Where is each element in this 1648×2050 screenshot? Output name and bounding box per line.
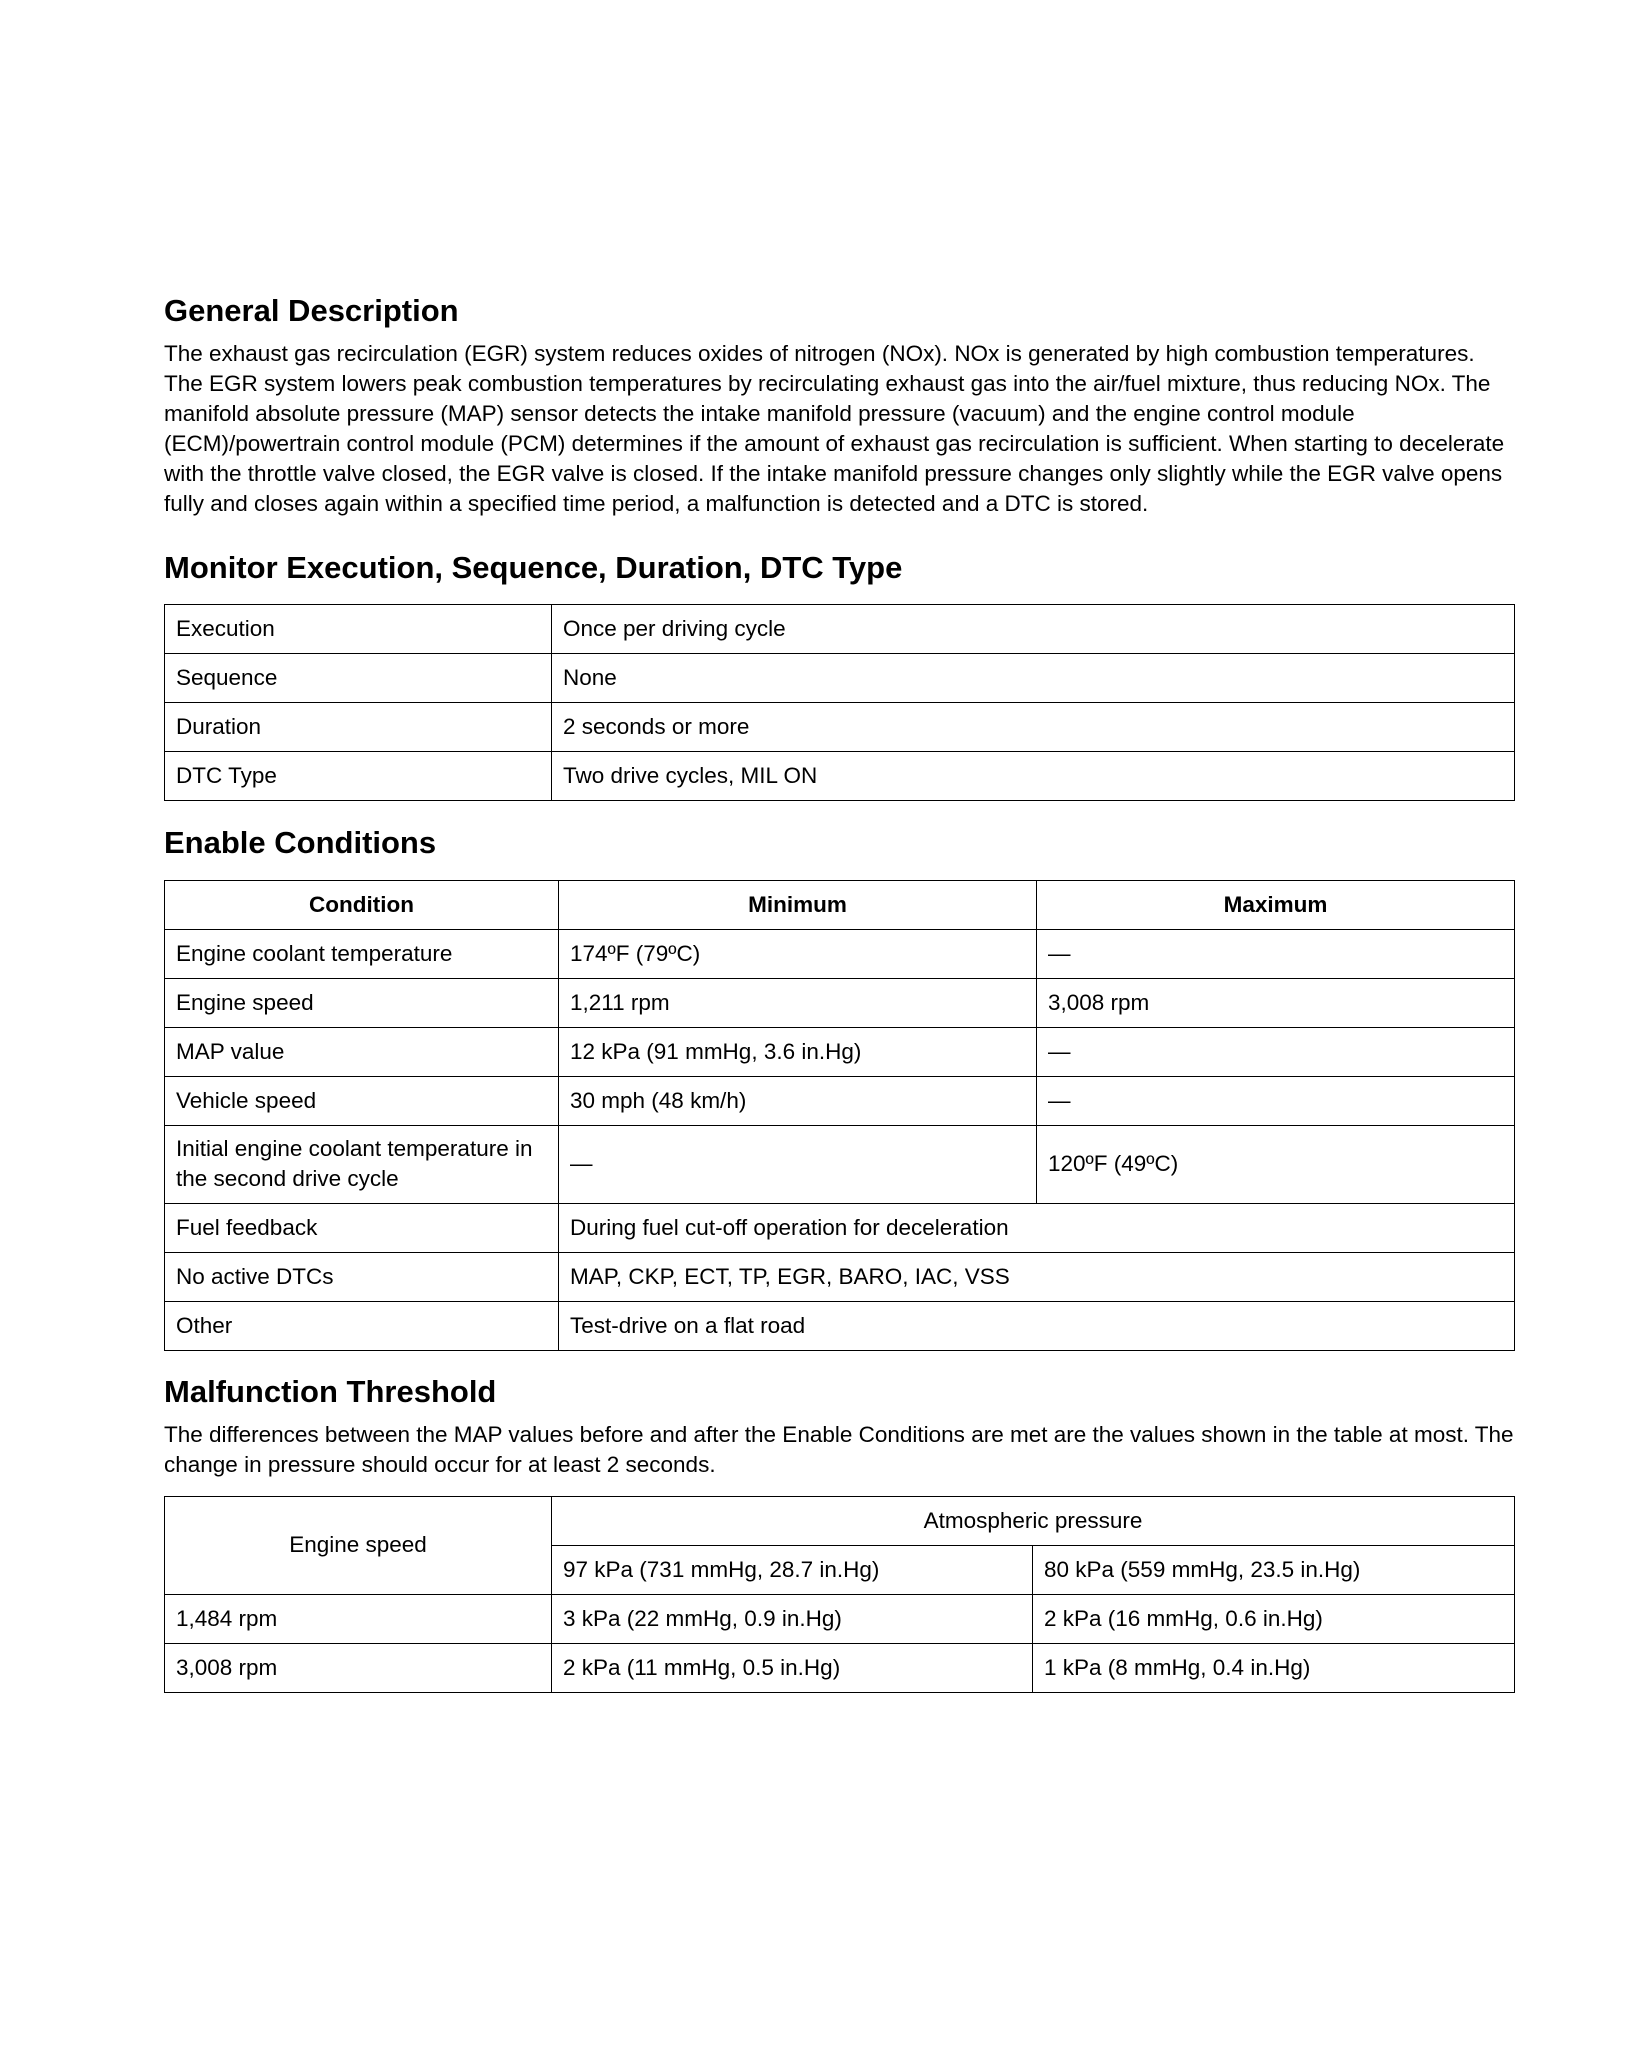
monitor-table bbox=[164, 604, 1515, 801]
table-row bbox=[165, 929, 1515, 978]
minimum-cell: 1,211 rpm bbox=[559, 978, 1037, 1027]
maximum-cell: 3,008 rpm bbox=[1037, 978, 1515, 1027]
minimum-cell: — bbox=[559, 1125, 1037, 1203]
table-row bbox=[165, 1252, 1515, 1301]
general-description-text: The exhaust gas recirculation (EGR) system reduces oxides of nitrogen (NOx). NOx is generated by high combustion temperatures. The EGR system lowers peak combustion temperatures by recirculating exhaust gas into the air/fuel mixture, thus reducing NOx. The manifold absolute pressure (MAP) sensor detects the intake manifold pressure (vacuum) and the engine control module (ECM)/powertrain control module (PCM) determines if the amount of exhaust gas recirculation is sufficient. When starting to decelerate with the throttle valve closed, the EGR valve is closed. If the intake manifold pressure changes only slightly while the EGR valve opens fully and closes again within a specified time period, a malfunction is detected and a DTC is stored. bbox=[164, 341, 1505, 517]
table-header-row bbox=[165, 880, 1515, 929]
table-row bbox=[165, 605, 1515, 654]
table-row bbox=[165, 703, 1515, 752]
table-header-row bbox=[165, 1496, 1515, 1545]
table-row bbox=[165, 1643, 1515, 1692]
threshold-cell: 1 kPa (8 mmHg, 0.4 in.Hg) bbox=[1033, 1643, 1515, 1692]
pressure-header: 97 kPa (731 mmHg, 28.7 in.Hg) bbox=[552, 1545, 1033, 1594]
condition-cell: Engine coolant temperature bbox=[165, 929, 559, 978]
table-row bbox=[165, 752, 1515, 801]
monitor-value: Two drive cycles, MIL ON bbox=[552, 752, 1515, 801]
maximum-cell: — bbox=[1037, 1027, 1515, 1076]
pressure-header: 80 kPa (559 mmHg, 23.5 in.Hg) bbox=[1033, 1545, 1515, 1594]
condition-cell: Fuel feedback bbox=[165, 1203, 559, 1252]
maximum-cell: — bbox=[1037, 1076, 1515, 1125]
span-value-cell: During fuel cut-off operation for deceleration bbox=[559, 1203, 1515, 1252]
table-row bbox=[165, 1594, 1515, 1643]
condition-cell: Vehicle speed bbox=[165, 1076, 559, 1125]
enable-conditions-heading: Enable Conditions bbox=[164, 825, 437, 861]
monitor-label: Execution bbox=[165, 605, 552, 654]
monitor-label: Sequence bbox=[165, 654, 552, 703]
condition-cell: No active DTCs bbox=[165, 1252, 559, 1301]
engine-speed-cell: 1,484 rpm bbox=[165, 1594, 552, 1643]
engine-speed-header: Engine speed bbox=[165, 1496, 552, 1594]
malfunction-threshold-heading: Malfunction Threshold bbox=[164, 1373, 497, 1409]
malfunction-threshold-table bbox=[164, 1496, 1515, 1693]
column-header-minimum: Minimum bbox=[559, 880, 1037, 929]
minimum-cell: 174ºF (79ºC) bbox=[559, 929, 1037, 978]
condition-cell: Engine speed bbox=[165, 978, 559, 1027]
malfunction-threshold-text: The differences between the MAP values before and after the Enable Conditions are met are the values shown in the table at most. The change in pressure should occur for at least 2 seconds. bbox=[164, 1421, 1514, 1477]
maximum-cell: 120ºF (49ºC) bbox=[1037, 1125, 1515, 1203]
table-row bbox=[165, 1301, 1515, 1350]
table-row bbox=[165, 978, 1515, 1027]
minimum-cell: 12 kPa (91 mmHg, 3.6 in.Hg) bbox=[559, 1027, 1037, 1076]
table-row bbox=[165, 1076, 1515, 1125]
table-row bbox=[165, 1203, 1515, 1252]
monitor-value: Once per driving cycle bbox=[552, 605, 1515, 654]
monitor-heading: Monitor Execution, Sequence, Duration, DTC Type bbox=[164, 550, 903, 586]
span-value-cell: MAP, CKP, ECT, TP, EGR, BARO, IAC, VSS bbox=[559, 1252, 1515, 1301]
document-page bbox=[164, 292, 1514, 1693]
monitor-label: DTC Type bbox=[165, 752, 552, 801]
threshold-cell: 3 kPa (22 mmHg, 0.9 in.Hg) bbox=[552, 1594, 1033, 1643]
general-description-heading: General Description bbox=[164, 293, 459, 328]
column-header-maximum: Maximum bbox=[1037, 880, 1515, 929]
span-value-cell: Test-drive on a flat road bbox=[559, 1301, 1515, 1350]
table-row bbox=[165, 654, 1515, 703]
table-row bbox=[165, 1125, 1515, 1203]
condition-cell: Other bbox=[165, 1301, 559, 1350]
threshold-cell: 2 kPa (16 mmHg, 0.6 in.Hg) bbox=[1033, 1594, 1515, 1643]
column-header-condition: Condition bbox=[165, 880, 559, 929]
condition-cell: Initial engine coolant temperature in the second drive cycle bbox=[165, 1125, 559, 1203]
engine-speed-cell: 3,008 rpm bbox=[165, 1643, 552, 1692]
threshold-cell: 2 kPa (11 mmHg, 0.5 in.Hg) bbox=[552, 1643, 1033, 1692]
monitor-value: None bbox=[552, 654, 1515, 703]
monitor-value: 2 seconds or more bbox=[552, 703, 1515, 752]
enable-conditions-table bbox=[164, 880, 1515, 1351]
condition-cell: MAP value bbox=[165, 1027, 559, 1076]
table-row bbox=[165, 1027, 1515, 1076]
atmospheric-pressure-header: Atmospheric pressure bbox=[552, 1496, 1515, 1545]
maximum-cell: — bbox=[1037, 929, 1515, 978]
monitor-label: Duration bbox=[165, 703, 552, 752]
minimum-cell: 30 mph (48 km/h) bbox=[559, 1076, 1037, 1125]
